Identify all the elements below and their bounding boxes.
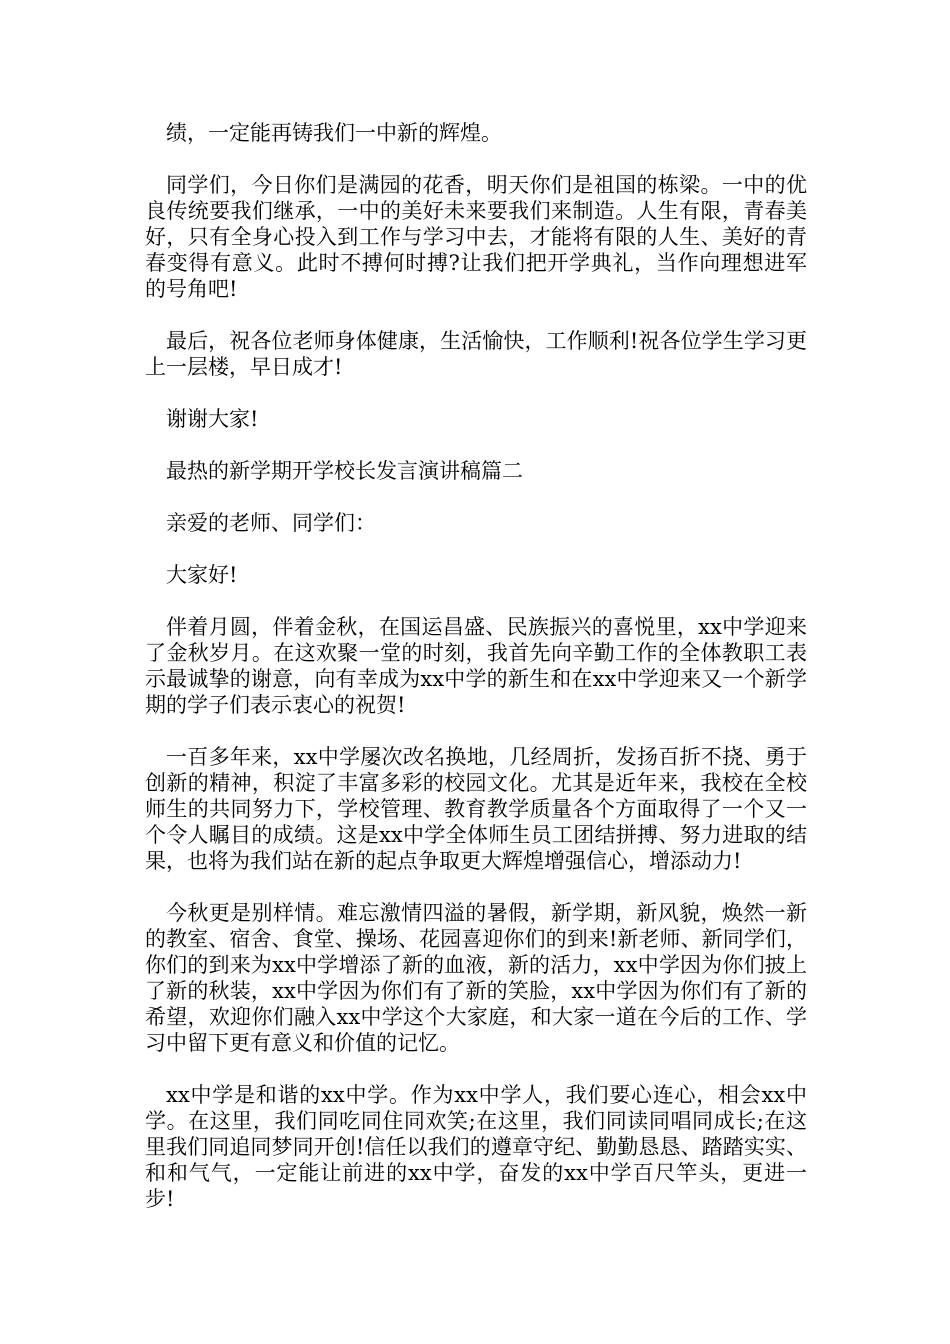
- paragraph-2: 同学们，今日你们是满园的花香，明天你们是祖国的栋梁。一中的优良传统要我们继承，一中的美好未来要我们来制造。人生有限，青春美好，只有全身心投入到工作与学习中去，才能将有限的人生、美好的青春变得有意义。此时不搏何时搏?让我们把开学典礼，当作向理想进军的号角吧!: [145, 173, 807, 301]
- paragraph-11: xx中学是和谐的xx中学。作为xx中学人，我们要心连心，相会xx中学。在这里，我们同吃同住同欢笑;在这里，我们同读同唱同成长;在这里我们同追同梦同开创!信任以我们的遵章守纪、勤勤恳恳、踏踏实实、和和气气，一定能让前进的xx中学，奋发的xx中学百尺竿头，更进一步!: [145, 1083, 807, 1211]
- paragraph-9: 一百多年来，xx中学屡次改名换地，几经周折，发扬百折不挠、勇于创新的精神，积淀了丰富多彩的校园文化。尤其是近年来，我校在全校师生的共同努力下，学校管理、教育教学质量各个方面取得了一个又一个令人瞩目的成绩。这是xx中学全体师生员工团结拼搏、努力进取的结果，也将为我们站在新的起点争取更大辉煌增强信心，增添动力!: [145, 745, 807, 873]
- document-body: [145, 120, 807, 1238]
- paragraph-3: 最后，祝各位老师身体健康，生活愉快，工作顺利!祝各位学生学习更上一层楼，早日成才!: [145, 329, 807, 379]
- paragraph-1: 绩，一定能再铸我们一中新的辉煌。: [166, 121, 502, 145]
- salutation: 亲爱的老师、同学们：: [166, 511, 376, 535]
- paragraph-4: 谢谢大家!: [166, 407, 259, 431]
- section-heading: 最热的新学期开学校长发言演讲稿篇二: [166, 459, 523, 483]
- greeting: 大家好!: [166, 563, 238, 587]
- paragraph-10: 今秋更是别样情。难忘激情四溢的暑假，新学期，新风貌，焕然一新的教室、宿舍、食堂、操场、花园喜迎你们的到来!新老师、新同学们，你们的到来为xx中学增添了新的血液，新的活力，xx中学因为你们披上了新的秋装，xx中学因为你们有了新的笑脸，xx中学因为你们有了新的希望，欢迎你们融入xx中学这个大家庭，和大家一道在今后的工作、学习中留下更有意义和价值的记忆。: [145, 901, 807, 1055]
- paragraph-8: 伴着月圆，伴着金秋，在国运昌盛、民族振兴的喜悦里，xx中学迎来了金秋岁月。在这欢聚一堂的时刻，我首先向辛勤工作的全体教职工表示最诚挚的谢意，向有幸成为xx中学的新生和在xx中学迎来又一个新学期的学子们表示衷心的祝贺!: [145, 615, 807, 717]
